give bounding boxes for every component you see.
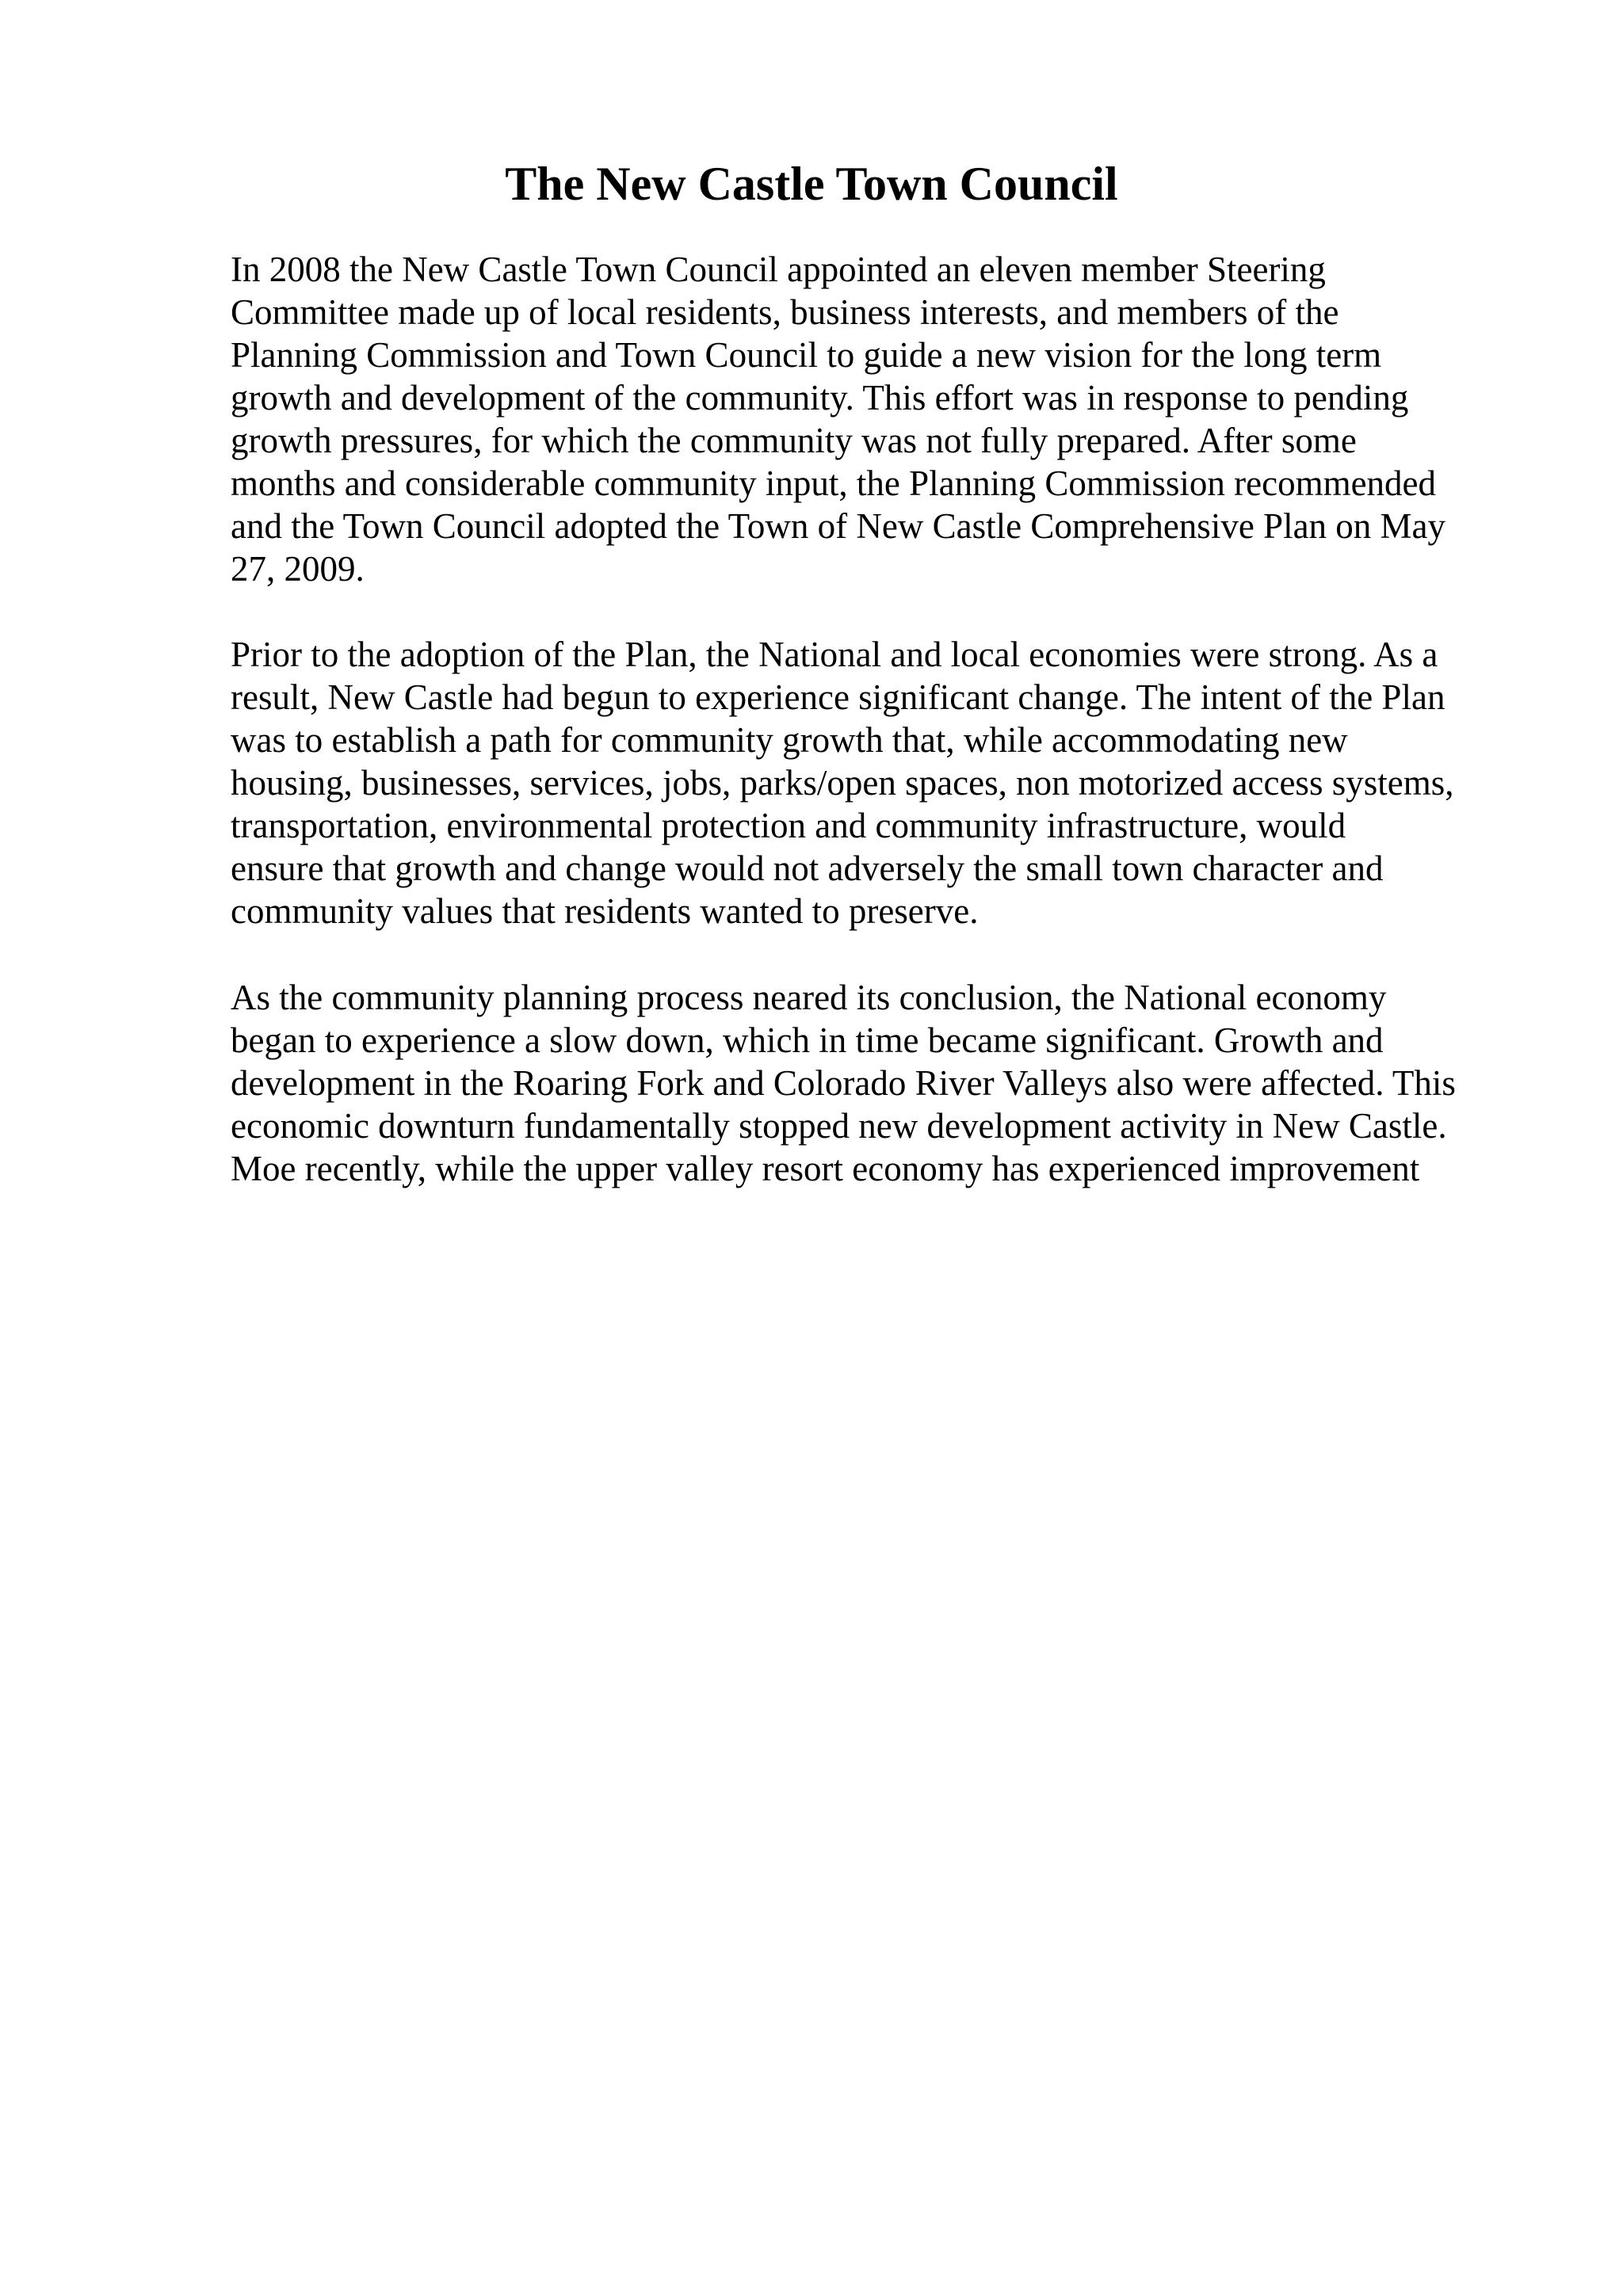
paragraph-line: housing, businesses, services, jobs, parks/open spaces, non motorized access systems, xyxy=(231,763,1454,803)
paragraph-line: In 2008 the New Castle Town Council appointed an eleven member Steering xyxy=(231,250,1326,289)
paragraph-line: Prior to the adoption of the Plan, the National and local economies were strong. As a xyxy=(231,635,1438,674)
paragraph-line: 27, 2009. xyxy=(231,549,365,589)
paragraph-line: Moe recently, while the upper valley resort economy has experienced improvement xyxy=(231,1149,1420,1188)
paragraph-line: result, New Castle had begun to experience significant change. The intent of the Plan xyxy=(231,677,1445,717)
page-title: The New Castle Town Council xyxy=(505,158,1118,210)
paragraph-line: growth and development of the community. This effort was in response to pending xyxy=(231,378,1409,418)
paragraph-line: growth pressures, for which the community was not fully prepared. After some xyxy=(231,421,1357,460)
paragraph-line: economic downturn fundamentally stopped new development activity in New Castle. xyxy=(231,1106,1447,1146)
paragraph-line: began to experience a slow down, which in time became significant. Growth and xyxy=(231,1020,1384,1060)
paragraph-line: development in the Roaring Fork and Colorado River Valleys also were affected. This xyxy=(231,1063,1456,1103)
paragraph-line: Planning Commission and Town Council to guide a new vision for the long term xyxy=(231,335,1382,375)
paragraph-line: transportation, environmental protection and community infrastructure, would xyxy=(231,806,1346,845)
paragraph-line: community values that residents wanted to preserve. xyxy=(231,891,979,931)
paragraph-line: months and considerable community input, the Planning Commission recommended xyxy=(231,463,1437,503)
paragraph-line: ensure that growth and change would not adversely the small town character and xyxy=(231,849,1384,888)
paragraph-line: As the community planning process neared its conclusion, the National economy xyxy=(231,978,1387,1017)
paragraph-line: and the Town Council adopted the Town of New Castle Comprehensive Plan on May xyxy=(231,506,1446,546)
paragraph-line: Committee made up of local residents, business interests, and members of the xyxy=(231,292,1339,332)
paragraph-line: was to establish a path for community growth that, while accommodating new xyxy=(231,720,1348,760)
